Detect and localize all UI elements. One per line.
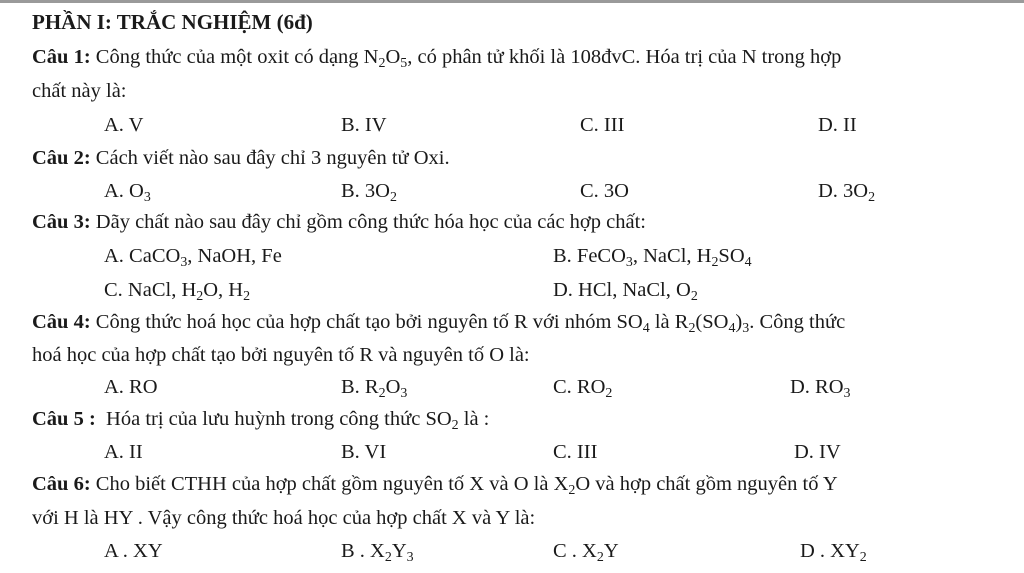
- q3-option-b[interactable]: B. FeCO$_3$, NaCl, $H_2SO_4$: [553, 245, 752, 270]
- q2-option-b[interactable]: B. $3O_2$: [341, 180, 397, 205]
- question-3-text: Dãy chất nào sau đây chỉ gồm công thức hóa học của các hợp chất:: [95, 211, 646, 233]
- question-2: [32, 146, 450, 170]
- question-2-text: Cách viết nào sau đây chỉ 3 nguyên tử Oxi.: [95, 147, 450, 169]
- q1-option-b[interactable]: B. IV: [341, 114, 387, 136]
- q5-option-d[interactable]: D. IV: [794, 441, 841, 463]
- q6-option-b[interactable]: B . $X_2Y_3$: [341, 540, 414, 565]
- question-4: [32, 310, 845, 334]
- q3-option-a[interactable]: A. CaCO$_3$, NaOH, Fe: [104, 245, 282, 270]
- q4-option-b[interactable]: B. $R_2O_3$: [341, 376, 408, 401]
- question-6: [32, 472, 838, 496]
- q3-option-d[interactable]: D. HCl, NaCl, $O_2$: [553, 279, 698, 304]
- question-4-label: Câu 4:: [32, 311, 91, 333]
- question-5-label: Câu 5 :: [32, 408, 96, 430]
- q3-option-c[interactable]: C. NaCl, $H_2O$, $H_2$: [104, 279, 251, 304]
- q6-option-d[interactable]: D . $XY_2$: [800, 540, 867, 565]
- question-2-label: Câu 2:: [32, 147, 91, 169]
- question-1-text: Công thức của một oxit có dạng $N_2O_5$, có phân tử khối là 108đvC. Hóa trị của N trong hợp: [95, 46, 842, 71]
- q1-option-c[interactable]: C. III: [580, 114, 625, 136]
- q4-option-d[interactable]: D. $RO_3$: [790, 376, 851, 401]
- q1-option-d[interactable]: D. II: [818, 114, 857, 136]
- question-1: [32, 45, 841, 69]
- q5-option-a[interactable]: A. II: [104, 441, 143, 463]
- question-1-text-cont: chất này là:: [32, 80, 127, 102]
- top-border: [0, 0, 1024, 3]
- q2-option-d[interactable]: D. $3O_2$: [818, 180, 876, 205]
- question-5-text: Hóa trị của lưu huỳnh trong công thức $SO_2$ là :: [100, 408, 490, 433]
- question-6-label: Câu 6:: [32, 473, 91, 495]
- question-4-text: Công thức hoá học của hợp chất tạo bởi nguyên tố R với nhóm $SO_4$ là $R_2(SO_4)_3$. Công thức: [95, 311, 846, 336]
- q4-option-a[interactable]: A. RO: [104, 376, 158, 398]
- question-6-text-cont: với H là HY . Vậy công thức hoá học của hợp chất X và Y là:: [32, 507, 536, 529]
- q5-option-b[interactable]: B. VI: [341, 441, 387, 463]
- question-5: [32, 407, 489, 431]
- question-3-label: Câu 3:: [32, 211, 91, 233]
- question-1-label: Câu 1:: [32, 46, 91, 68]
- q2-option-c[interactable]: C. 3O: [580, 180, 629, 202]
- section-heading: PHẦN I: TRẮC NGHIỆM (6đ): [32, 10, 313, 34]
- question-3: [32, 210, 646, 234]
- q1-option-a[interactable]: A. V: [104, 114, 144, 136]
- q6-option-a[interactable]: A . XY: [104, 540, 163, 562]
- q4-option-c[interactable]: C. $RO_2$: [553, 376, 613, 401]
- q6-option-c[interactable]: C . $X_2Y$: [553, 540, 619, 565]
- q2-option-a[interactable]: A. $O_3$: [104, 180, 151, 205]
- q5-option-c[interactable]: C. III: [553, 441, 598, 463]
- question-4-text-cont: hoá học của hợp chất tạo bởi nguyên tố R và nguyên tố O là:: [32, 344, 530, 366]
- question-6-text: Cho biết CTHH của hợp chất gồm nguyên tố X và O là $X_2O$ và hợp chất gồm nguyên tố Y: [95, 473, 838, 498]
